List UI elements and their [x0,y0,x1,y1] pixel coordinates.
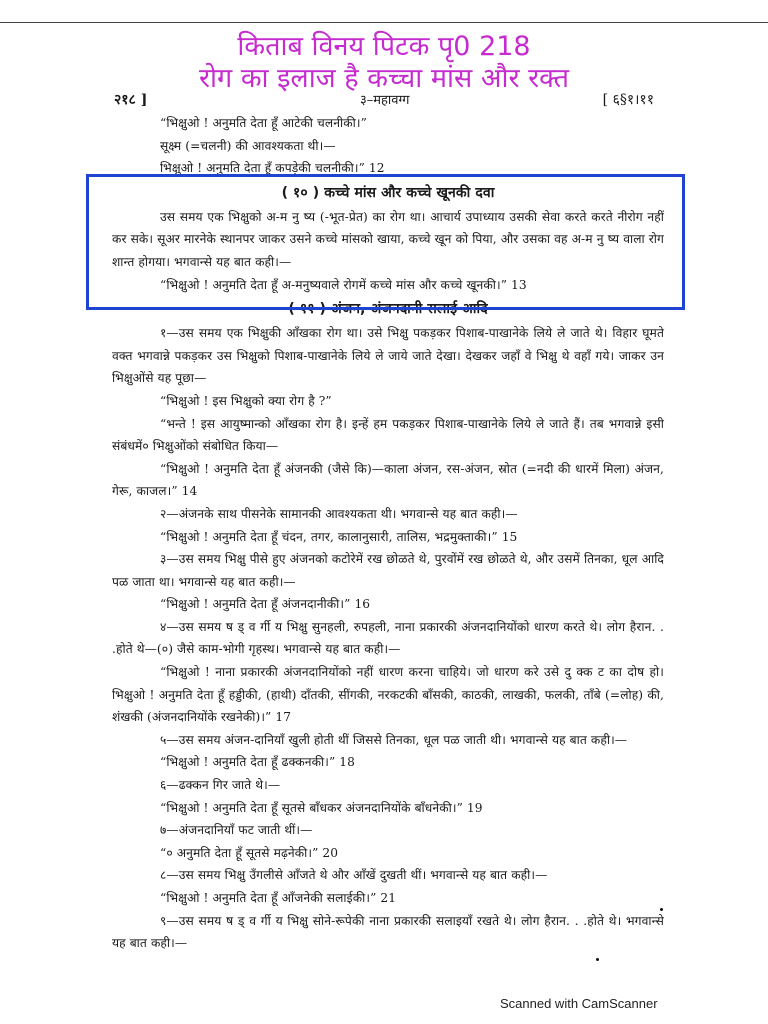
paragraph: ६—ढक्कन गिर जाते थे।— [160,778,281,793]
section-heading: ( ११ ) अंजन, अंजनदानी सलाई आदि [288,301,488,318]
paragraph: “भिक्षुओ ! अनुमति देता हूँ आटेकी चलनीकी।” [160,116,367,130]
paragraph: सूक्ष्म (=चलनी) की आवश्यकता थी।— [160,138,336,153]
paragraph: “भिक्षुओ ! अनुमति देता हूँ चंदन, तगर, कालानुसारी, तालिस, भद्रमुक्ताकी।” 15 [160,529,518,544]
highlight-box [86,174,685,310]
paragraph: भिक्षुओ ! अनुमति देता हूँ कपड़ेकी चलनीकी।” 12 [160,161,385,176]
overlay-title-line1: किताब विनय पिटक पृ0 218 [237,31,531,62]
paragraph: “भिक्षुओ ! अनुमति देता हूँ ढक्कनकी।” 18 [160,755,356,770]
paragraph: “भिक्षुओ ! अनुमति देता हूँ अंजनकी (जैसे कि)—काला अंजन, रस-अंजन, स्रोत (=नदी की धारमें मिला) अंजन, गेरू, काजल।” 14 [112,461,664,499]
paragraph: “भिक्षुओ ! नाना प्रकारकी अंजनदानियोंको नहीं धारण करना चाहिये। जो धारण करे उसे दु क्क ट का दोष हो। भिक्षुओ ! अनुमति देता हूँ हड्डीकी, (हाथी) दाँतकी, सींगकी, नरकटकी बाँसकी, काठकी, लाखकी, फलकी, ताँबे (=लोह) की, शंखकी (अंजनदानियोंके रखनेकी)।” 17 [112,665,664,725]
paragraph: ३—उस समय भिक्षु पीसे हुए अंजनको कटोरेमें रख छोळते थे, पुरवोंमें रख छोळते थे, और उसमें तिनका, धूल आदि पळ जाता था। भगवान्से यह बात कही।— [112,552,664,589]
paragraph: “भिक्षुओ ! अनुमति देता हूँ आँजनेकी सलाईकी।” 21 [160,891,397,905]
section-reference: [ ६§१।११ [602,92,654,108]
scan-speck [596,958,599,961]
paragraph: “० अनुमति देता हूँ सूतसे मढ़नेकी।” 20 [160,845,339,860]
paragraph: ४—उस समय ष ड् व र्गी य भिक्षु सुनहली, रुपहली, नाना प्रकारकी अंजनदानियोंको धारण करते थे। लोग हैरान. . .होते थे—(०) जैसे काम-भोगी गृहस्थ। भगवान्से यह बात कही।— [112,619,664,657]
paragraph: “भिक्षुओ ! इस भिक्षुको क्या रोग है ?” [160,393,332,408]
paragraph: ७—अंजनदानियाँ फट जाती थीं।— [160,823,313,838]
paragraph: “भिक्षुओ ! अनुमति देता हूँ अ-मनुष्यवाले रोगमें कच्चे मांस और कच्चे खूनकी।” 13 [160,277,527,292]
paragraph: उस समय एक भिक्षुको अ-म नु ष्य (-भूत-प्रेत) का रोग था। आचार्य उपाध्याय उसकी सेवा करते करते नीरोग नहीं कर सके। सूअर मारनेके स्थानपर जाकर उसने कच्चे मांसको खाया, कच्चे खून को पिया, और उसका वह अ-म नु ष्य वाला रोग शान्त होगया। भगवान्से यह बात कही।— [112,209,664,269]
paragraph: “भिक्षुओ ! अनुमति देता हूँ अंजनदानीकी।” 16 [160,597,371,612]
paragraph: “भन्ते ! इस आयुष्मान्को आँखका रोग है। इन्हें हम पकड़कर पिशाब-पाखानेके लिये ले जाते हैं। तब भगवान्ने इसी संबंधमें० भिक्षुओंको संबोधित किया— [112,416,664,454]
paragraph: १—उस समय एक भिक्षुकी आँखका रोग था। उसे भिक्षु पकड़कर पिशाब-पाखानेके लिये ले जाते थे। विहार घूमते वक्त भगवान्ने पकड़कर उस भिक्षुको पिशाब-पाखानेके लिये ले जाये जाते देखा। देखकर जहाँ वे भिक्षु थे वहाँ गये। जाकर उन भिक्षुओंसे यह पूछा— [112,326,664,386]
paragraph: ८—उस समय भिक्षु उँगलीसे आँजते थे और आँखें दुखती थीं। भगवान्से यह बात कही।— [160,868,548,883]
paragraph: २—अंजनके साथ पीसनेके सामानकी आवश्यकता थी। भगवान्से यह बात कही।— [160,506,518,521]
paragraph: “भिक्षुओ ! अनुमति देता हूँ सूतसे बाँधकर अंजनदानियोंके बाँधनेकी।” 19 [160,800,483,815]
section-name: ३–महावग्ग [360,93,410,108]
page-number: २१८ ] [114,92,148,108]
paragraph: ५—उस समय अंजन-दानियाँ खुली होती थीं जिससे तिनका, धूल पळ जाती थी। भगवान्से यह बात कही।— [160,732,628,747]
overlay-title-line2: रोग का इलाज है कच्चा मांस और रक्त [199,63,569,94]
running-header [114,90,654,112]
section-heading: ( १० ) कच्चे मांस और कच्चे खूनकी दवा [281,184,495,201]
scan-speck [660,908,663,911]
top-rule [0,22,768,23]
scanner-watermark: Scanned with CamScanner [500,996,658,1011]
paragraph: ९—उस समय ष ड् व र्गी य भिक्षु सोने-रूपेकी नाना प्रकारकी सलाइयाँ रखते थे। लोग हैरान. . .होते थे। भगवान्से यह बात कही।— [112,913,664,951]
